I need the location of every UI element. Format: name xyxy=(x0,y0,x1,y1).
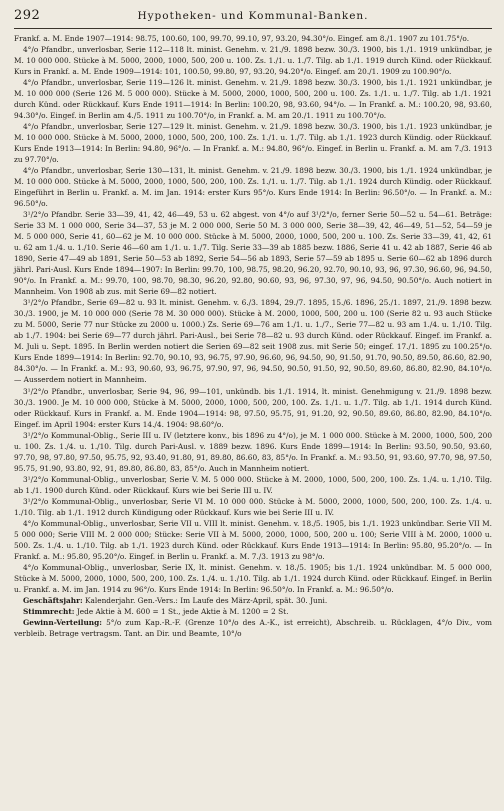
profit-distribution-label: Gewinn-Verteilung: xyxy=(23,617,102,627)
paragraph: 3¹/2°/o Pfandbr. Serie 33—39, 41, 42, 46—49, 53 u. 62 abgest. von 4°/o auf 3¹/2°/o, ferner Serie 50—52 u. 54—61. Beträge: Serie 33 M. 1 000 000, Serie 34—37, 53 je M. 2 000 000, Serie 50 M. 3 000 000, Serie 38—39, 42, 46—49, 51—52, 54—59 je M. 5 000 000, Serie 41, 60—62 je M. 10 000 000. Stücke à M. 5000, 2000, 1000, 500, 200 u. 100. Zs. Serie 33—39, 41, 42, 61 u. 62 am 1./4. u. 1./10. Serie 46—60 am 1./1. u. 1./7. Tilg. Serie 33—39 ab 1885 bezw. 1886, Serie 41 u. 42 ab 1887, Serie 46 ab 1890, Serie 47—49 ab 1891, Serie 50—53 ab 1892, Serie 54—56 ab 1893, Serie 57—59 ab 1895 u. Serie 60—62 ab 1896 durch jährl. Pari-Ausl. Kurs Ende 1894—1907: In Berlin: 99.70, 100, 98.75, 98.20, 96.20, 92.70, 90.10, 93, 96, 97.30, 96.60, 96, 94.50, 90°/o. In Frankf. a. M.: 99.70, 100, 98.70, 98.30, 96.20, 92.80, 90.60, 93, 96, 97.30, 97, 96, 94.50, 90.50°/o. Auch notiert in Mannheim. Von 1908 ab zus. mit Serie 69—82 notiert. xyxy=(14,210,492,297)
paragraph: 3¹/2°/o Pfandbr., Serie 69—82 u. 93 lt. minist. Genehm. v. 6./3. 1894, 29./7. 1895, 15./6. 1896, 25./1. 1897, 21./9. 1898 bezw. 30./3. 1900, je M. 10 000 000 (Serie 78 M. 30 000 000). Stücke à M. 2000, 1000, 500, 200 u. 100 (Serie 82 u. 93 auch Stücke zu M. 5000, Serie 77 nur Stücke zu 2000 u. 1000.) Zs. Serie 69—76 am 1./1. u. 1./7., Serie 77—82 u. 93 am 1./4. u. 1./10. Tilg. ab 1./7. 1904: bei Serie 69—77 durch jährl. Pari-Ausl., bei Serie 78—82 u. 93 durch Künd. oder Rückkauf. Eingef. im Frankf. a. M. Juli u. Sept. 1895. In Berlin werden notiert die Serien 69—82 seit 1908 zus. mit Serie 50; eingef. 17./1. 1895 zu 100.25°/o. Kurs Ende 1899—1914: In Berlin: 92.70, 90.10, 93, 96.75, 97.90, 96.60, 96, 94.50, 90, 91.50, 91.70, 90.50, 89.50, 86.60, 82.90, 84.30°/o. — In Frankf. a. M.: 93, 90.60, 93, 96.75, 97.90, 97, 96, 94.50, 90.50, 91.50, 92, 90.50, 89.60, 86.80, 82.90, 84.10°/o. — Ausserdem notiert in Mannheim. xyxy=(14,298,492,385)
voting-rights-text: Jede Aktie à M. 600 = 1 St., jede Aktie à M. 1200 = 2 St. xyxy=(76,606,289,616)
running-title: Hypotheken- und Kommunal-Banken. xyxy=(137,10,369,22)
fiscal-year-text: Kalenderjahr. Gen.-Vers.: Im Laufe des März-April, spät. 30. Juni. xyxy=(85,595,328,605)
voting-rights-line xyxy=(14,606,492,617)
paragraph: 4°/o Kommunal-Oblig., unverlosbar, Serie VII u. VIII lt. minist. Genehm. v. 18./5. 1905, bis 1./1. 1923 unkündbar. Serie VII M. 5 000 000; Serie VIII M. 2 000 000; Stücke: Serie VII à M. 5000, 2000, 1000, 500, 200 u. 100; Serie VIII à M. 2000, 1000 u. 500. Zs. 1./4. u. 1./10. Tilg. ab 1./1. 1923 durch Künd. oder Rückkauf. Kurs Ende 1913—1914: In Berlin: 95.80, 95.20°/o. — In Frankf. a. M.: 95.80, 95.20°/o. Eingef. in Berlin u. Frankf. a. M. 7./3. 1913 zu 98°/o. xyxy=(14,518,492,561)
document-body xyxy=(14,33,492,639)
paragraph: 3¹/2°/o Kommunal-Oblig., Serie III u. IV (letztere konv., bis 1896 zu 4°/o), je M. 1 000 000. Stücke à M. 2000, 1000, 500, 200 u. 100. Zs. 1./4. u. 1./10. Tilg. durch Pari-Ausl. v. 1889 bezw. 1896. Kurs Ende 1899—1914: In Berlin: 93.50, 90.50, 93.60, 97.70, 98, 97.80, 97.50, 95.75, 92, 93.40, 91.80, 91, 89.80, 86.60, 83, 85°/o. In Frankf. a. M.: 93.50, 91, 93.60, 97.70, 98, 97.50, 95.75, 91.90, 93.80, 92, 91, 89.80, 86.80, 83, 85°/o. Auch in Mannheim notiert. xyxy=(14,430,492,473)
paragraph: 4°/o Pfandbr., unverlosbar, Serie 127—129 lt. minist. Genehm. v. 21./9. 1898 bezw. 30./3. 1900, bis 1./1. 1923 unkündbar, je M. 10 000 000. Stücke à M. 5000, 2000, 1000, 500, 200, 100. Zs. 1./1. u. 1./7. Tilg. ab 1./1. 1923 durch Kündig. oder Rückkauf. Kurs Ende 1913—1914: In Berlin: 94.80, 96°/o. — In Frankf. a. M.: 94.80, 96°/o. Eingef. in Berlin u. Frankf. a. M. am 7./3. 1913 zu 97.70°/o. xyxy=(14,122,492,165)
paragraph: 4°/o Pfandbr., unverlosbar, Serie 112—118 lt. minist. Genehm. v. 21./9. 1898 bezw. 30./3. 1900, bis 1./1. 1919 unkündbar, je M. 10 000 000. Stücke à M. 5000, 2000, 1000, 500, 200 u. 100. Zs. 1./1. u. 1./7. Tilg. ab 1./1. 1919 durch Künd. oder Rückkauf. Kurs in Frankf. a. M. Ende 1909—1914: 101, 100.50, 99.80, 97, 93.20, 94.20°/o. Eingef. am 20./1. 1909 zu 100.90°/o. xyxy=(14,45,492,77)
fiscal-year-line xyxy=(14,595,492,606)
page-header xyxy=(14,8,492,29)
paragraph: 4°/o Kommunal-Oblig., unverlosbar, Serie IX, lt. minist. Genehm. v. 18./5. 1905; bis 1./1. 1924 unkündbar. M. 5 000 000, Stücke à M. 5000, 2000, 1000, 500, 200, 100. Zs. 1./4. u. 1./10. Tilg. ab 1./1. 1924 durch Künd. oder Rückkauf. Eingef. in Berlin u. Frankf. a. M. im Jan. 1914 zu 96°/o. Kurs Ende 1914: In Berlin: 96.50°/o. In Frankf. a. M.: 96.50°/o. xyxy=(14,562,492,594)
paragraph: 3¹/2°/o Pfandbr., unverlosbar, Serie 94, 96, 99—101, unkündb. bis 1./1. 1914, lt. minist. Genehmigung v. 21./9. 1898 bezw. 30./3. 1900. Je M. 10 000 000, Stücke à M. 5000, 2000, 1000, 500, 200, 100. Zs. 1./1. u. 1./7. Tilg. ab 1./1. 1914 durch Künd. oder Rückkauf. Kurs in Frankf. a. M. Ende 1904—1914: 98, 97.50, 95.75, 91, 91.20, 92, 90.50, 89.60, 86.80, 82.90, 84.10°/o. Eingef. im April 1904: erster Kurs 14./4. 1904: 98.60°/o. xyxy=(14,386,492,429)
fiscal-year-label: Geschäftsjahr: xyxy=(23,595,83,605)
paragraph: 4°/o Pfandbr., unverlosbar, Serie 130—131, lt. minist. Genehm. v. 21./9. 1898 bezw. 30./3. 1900, bis 1./1. 1924 unkündbar, je M. 10 000 000. Stücke à M. 5000, 2000, 1000, 500, 200, 100. Zs. 1./1. u. 1./7. Tilg. ab 1./1. 1924 durch Kündig. oder Rückkauf. Eingeführt in Berlin u. Frankf. a. M. im Jan. 1914: erster Kurs 95°/o. Kurs Ende 1914: In Berlin: 96.50°/o. — In Frankf. a. M.: 96.50°/o. xyxy=(14,166,492,209)
page-number: 292 xyxy=(14,8,41,23)
profit-distribution-line xyxy=(14,617,492,639)
profit-distribution-text: 5°/o zum Kap.-R.-F. (Grenze 10°/o des A.-K., ist erreicht), Abschreib. u. Rücklagen, 4°/o Div., vom verbleib. Betrage vertragsm. Tant. an Dir. und Beamte, 10°/o xyxy=(14,617,492,638)
paragraph: Frankf. a. M. Ende 1907—1914: 98.75, 100.60, 100, 99.70, 99.10, 97, 93.20, 94.30°/o. Eingef. am 8./1. 1907 zu 101.75°/o. xyxy=(14,34,470,43)
voting-rights-label: Stimmrecht: xyxy=(23,606,75,616)
paragraph: 3¹/2°/o Kommunal-Oblig., unverlosbar, Serie V. M. 5 000 000. Stücke à M. 2000, 1000, 500, 200, 100. Zs. 1./4. u. 1./10. Tilg. ab 1./1. 1900 durch Künd. oder Rückkauf. Kurs wie bei Serie III u. IV. xyxy=(14,474,492,495)
paragraph: 3¹/2°/o Kommunal-Oblig., unverlosbar, Serie VI M. 10 000 000. Stücke à M. 5000, 2000, 1000, 500, 200, 100. Zs. 1./4. u. 1./10. Tilg. ab 1./1. 1912 durch Kündigung oder Rückkauf. Kurs wie bei Serie III u. IV. xyxy=(14,496,492,517)
paragraph: 4°/o Pfandbr., unverlosbar, Serie 119—126 lt. minist. Genehm. v. 21./9. 1898 bezw. 30./3. 1900, bis 1./1. 1921 unkündbar, je M. 10 000 000 (Serie 126 M. 5 000 000). Stücke à M. 5000, 2000, 1000, 500, 200 u. 100. Zs. 1./1. u. 1./7. Tilg. ab 1./1. 1921 durch Künd. oder Rückkauf. Kurs Ende 1911—1914: In Berlin: 100.20, 98, 93.60, 94°/o. — In Frankf. a. M.: 100.20, 98, 93.60, 94.30°/o. Eingef. in Berlin am 4./5. 1911 zu 100.70°/o, in Frankf. a. M. am 20./1. 1911 zu 100.70°/o. xyxy=(14,78,492,121)
